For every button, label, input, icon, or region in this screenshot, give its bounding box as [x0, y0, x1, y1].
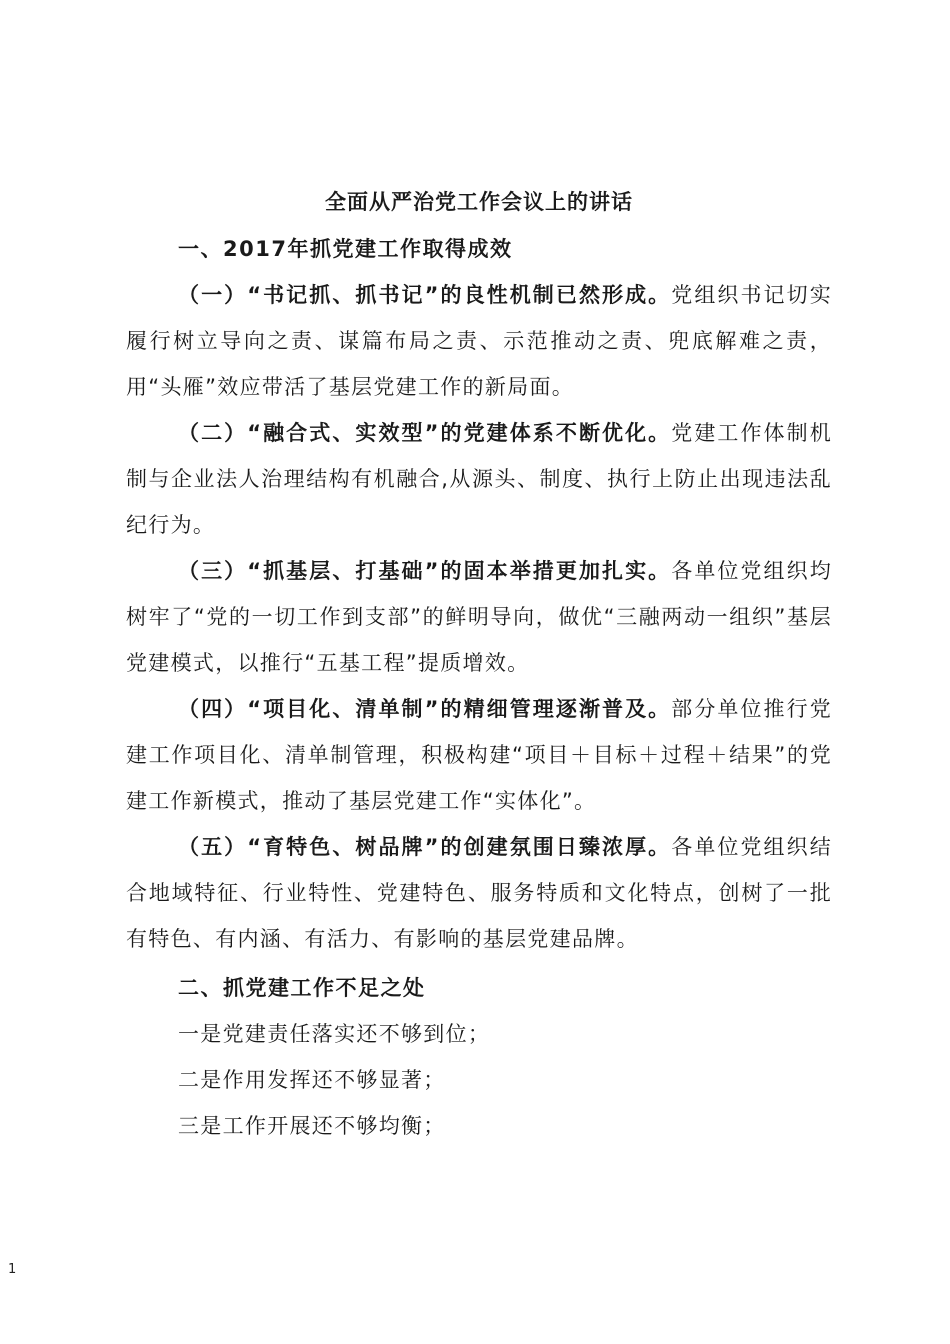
paragraph-lead: （三）“抓基层、打基础”的固本举措更加扎实。	[178, 559, 672, 583]
paragraph-2	[126, 410, 832, 548]
paragraph-body: 党组织书记切实履行树立导向之责、谋篇布局之责、示范推动之责、兜底解难之责，用“头雁”效应带活了基层党建工作的新局面。	[126, 283, 832, 399]
paragraph-1	[126, 272, 832, 410]
shortcoming-item-3: 三是工作开展还不够均衡；	[178, 1114, 446, 1138]
paragraph-3	[126, 548, 832, 686]
shortcoming-item-1: 一是党建责任落实还不够到位；	[178, 1022, 491, 1046]
page-number: 1	[8, 1262, 17, 1277]
paragraph-5	[126, 824, 832, 962]
paragraph-body: 部分单位推行党建工作项目化、清单制管理，积极构建“项目＋目标＋过程＋结果”的党建工作新模式，推动了基层党建工作“实体化”。	[126, 697, 832, 813]
paragraph-lead: （四）“项目化、清单制”的精细管理逐渐普及。	[178, 697, 672, 721]
document-title: 全面从严治党工作会议上的讲话	[325, 190, 633, 214]
paragraph-lead: （一）“书记抓、抓书记”的良性机制已然形成。	[178, 283, 672, 307]
section-heading-shortcomings: 二、抓党建工作不足之处	[178, 976, 426, 1000]
section-heading-achievements: 一、2017年抓党建工作取得成效	[178, 237, 513, 261]
paragraph-4	[126, 686, 832, 824]
paragraph-body: 各单位党组织均树牢了“党的一切工作到支部”的鲜明导向，做优“三融两动一组织”基层党建模式，以推行“五基工程”提质增效。	[126, 559, 832, 675]
shortcoming-item-2: 二是作用发挥还不够显著；	[178, 1068, 446, 1092]
paragraph-body: 党建工作体制机制与企业法人治理结构有机融合,从源头、制度、执行上防止出现违法乱纪行为。	[126, 421, 832, 537]
paragraph-lead: （二）“融合式、实效型”的党建体系不断优化。	[178, 421, 672, 445]
paragraph-body: 各单位党组织结合地域特征、行业特性、党建特色、服务特质和文化特点，创树了一批有特色、有内涵、有活力、有影响的基层党建品牌。	[126, 835, 832, 951]
paragraph-lead: （五）“育特色、树品牌”的创建氛围日臻浓厚。	[178, 835, 672, 859]
